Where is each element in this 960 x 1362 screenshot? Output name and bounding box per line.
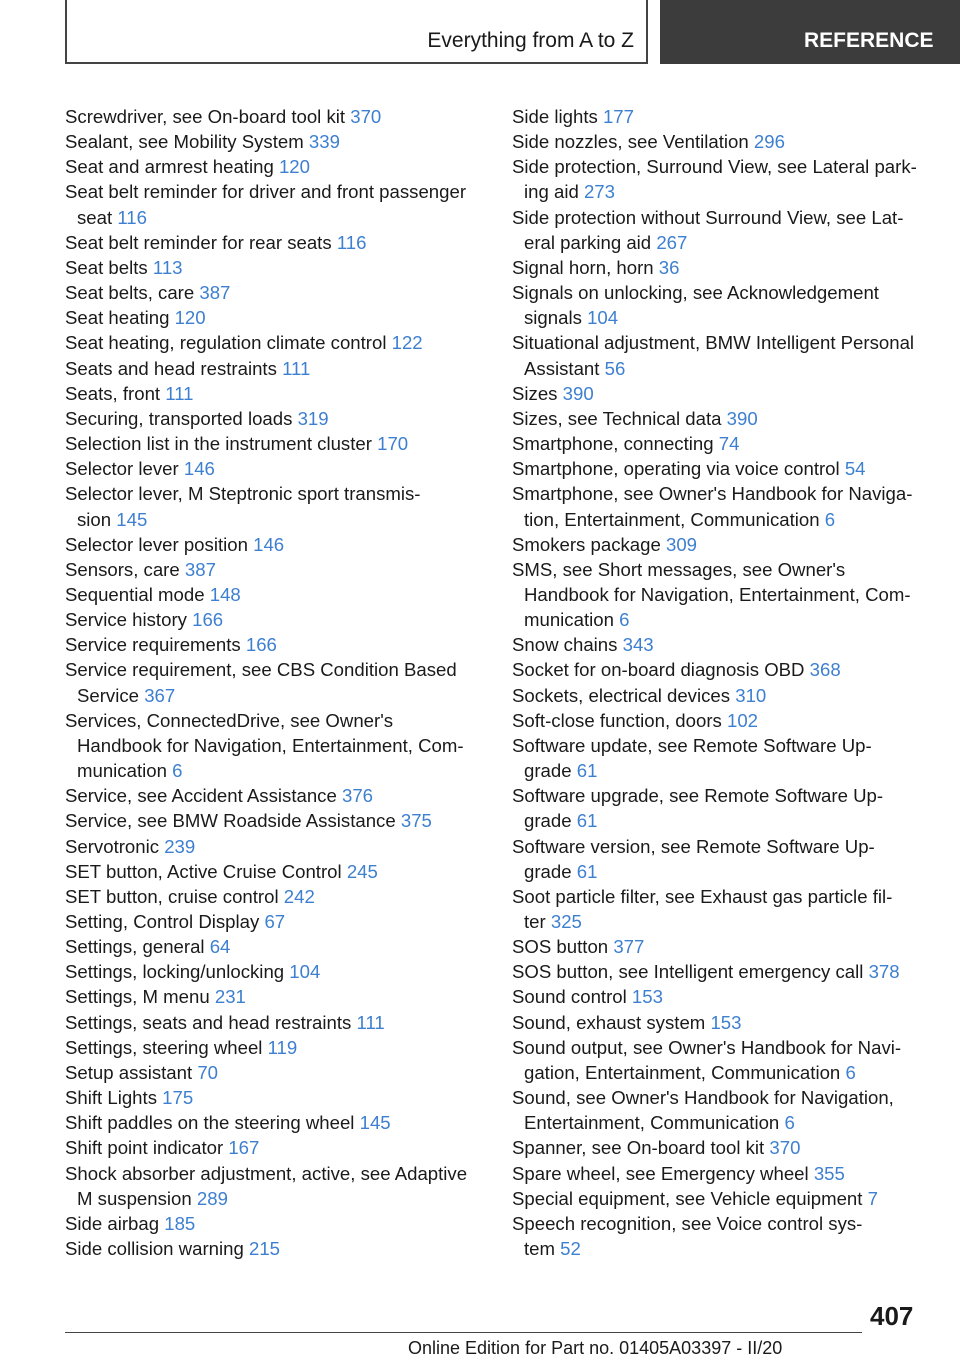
index-term: Settings, steering wheel: [65, 1036, 263, 1058]
index-term: Sound output, see Owner's Handbook for Navi- gation, Entertainment, Communication: [512, 1036, 902, 1083]
page-reference-link[interactable]: 6: [619, 609, 630, 631]
page-reference-link[interactable]: 319: [297, 407, 329, 429]
page-reference-link[interactable]: 339: [308, 131, 340, 153]
index-entry: [512, 1211, 944, 1261]
index-entry: [512, 1135, 944, 1160]
index-entry: [512, 205, 944, 255]
page-reference-link[interactable]: 7: [867, 1187, 878, 1209]
page-reference-link[interactable]: 64: [209, 936, 231, 958]
index-entry: [65, 984, 485, 1009]
page-reference-link[interactable]: 116: [336, 231, 367, 253]
index-entry: [512, 431, 944, 456]
index-term: SET button, Active Cruise Control: [65, 860, 342, 882]
index-entry: [65, 607, 485, 632]
index-entry: [512, 154, 944, 204]
page-reference-link[interactable]: 61: [576, 810, 598, 832]
page-reference-link[interactable]: 6: [172, 760, 183, 782]
index-entry: [65, 909, 485, 934]
page-number: 407: [870, 1301, 914, 1331]
page-reference-link[interactable]: 116: [117, 206, 147, 228]
section-title: Everything from A to Z: [427, 29, 634, 52]
index-entry: [512, 280, 944, 330]
index-entry: [512, 532, 944, 557]
index-term: Side airbag: [65, 1212, 160, 1234]
page-reference-link[interactable]: 74: [718, 433, 740, 455]
page-reference-link[interactable]: 367: [144, 684, 176, 706]
page-reference-link[interactable]: 6: [824, 508, 836, 530]
page-reference-link[interactable]: 343: [622, 634, 654, 656]
page-reference-link[interactable]: 111: [165, 382, 194, 404]
page-reference-link[interactable]: 375: [400, 810, 432, 832]
page-reference-link[interactable]: 370: [350, 106, 382, 127]
index-term: Servotronic: [65, 835, 160, 857]
index-entry: [65, 632, 485, 657]
page-reference-link[interactable]: 170: [377, 433, 409, 455]
index-term: Side nozzles, see Ventilation: [512, 131, 749, 153]
index-term: Sizes, see Technical data: [512, 407, 722, 429]
index-term: Seat heating, regulation climate control: [65, 332, 387, 354]
index-term: Services, ConnectedDrive, see Owner's Handbook for Navigation, Entertainment, Com- munication: [65, 709, 464, 782]
index-term: Seat belt reminder for rear seats: [65, 231, 332, 253]
index-term: Service, see Accident Assistance: [65, 785, 337, 807]
index-entry: [65, 808, 485, 833]
footer-edition: Online Edition for Part no. 01405A03397 - II/20: [408, 1338, 783, 1358]
index-entry: [512, 381, 944, 406]
index-entry: [65, 708, 485, 783]
page-reference-link[interactable]: 146: [253, 533, 285, 555]
page-reference-link[interactable]: 6: [845, 1061, 856, 1083]
index-entry: [65, 305, 485, 330]
index-entry: [65, 330, 485, 355]
index-term: Shift paddles on the steering wheel: [65, 1112, 355, 1134]
page-reference-link[interactable]: 215: [248, 1238, 281, 1260]
page-reference-link[interactable]: 153: [710, 1011, 742, 1033]
index-entry: [65, 255, 485, 280]
index-entry: [65, 280, 485, 305]
index-term: Settings, locking/unlocking: [65, 961, 285, 983]
index-term: Seats, front: [65, 382, 161, 404]
page-reference-link[interactable]: 296: [753, 131, 785, 153]
page-reference-link[interactable]: 177: [602, 106, 634, 127]
index-entry: [512, 683, 944, 708]
index-entry: [512, 632, 944, 657]
page-reference-link[interactable]: 325: [550, 911, 582, 932]
index-entry: [512, 456, 944, 481]
page-reference-link[interactable]: 146: [183, 458, 215, 480]
index-entry: [65, 129, 485, 154]
index-entry: [512, 1085, 944, 1135]
index-entry: [65, 934, 485, 959]
index-entry: [512, 657, 944, 682]
index-entry: [65, 657, 485, 707]
index-term: Seat and armrest heating: [65, 156, 274, 178]
page-reference-link[interactable]: 242: [283, 885, 315, 907]
index-term: Side protection, Surround View, see Lateral park- ing aid: [512, 156, 917, 203]
page-reference-link[interactable]: 104: [289, 961, 321, 983]
index-entry: [65, 884, 485, 909]
page-reference-link[interactable]: 61: [576, 760, 598, 782]
index-term: Spanner, see On-board tool kit: [512, 1137, 765, 1159]
index-term: SOS button: [512, 936, 609, 958]
index-term: Shift point indicator: [65, 1137, 224, 1159]
page-reference-link[interactable]: 120: [174, 307, 206, 329]
index-term: Settings, seats and head restraints: [65, 1011, 352, 1033]
page-reference-link[interactable]: 289: [196, 1187, 228, 1209]
page-reference-link[interactable]: 52: [560, 1238, 581, 1260]
index-term: Smartphone, operating via voice control: [512, 458, 840, 480]
page-reference-link[interactable]: 273: [583, 181, 615, 203]
index-term: Side lights: [512, 106, 598, 127]
page-reference-link[interactable]: 153: [631, 986, 663, 1008]
index-entry: [65, 582, 485, 607]
index-entry: [65, 859, 485, 884]
page-reference-link[interactable]: 310: [735, 684, 767, 706]
index-term: Software upgrade, see Remote Software Up- grade: [512, 785, 884, 832]
page-reference-link[interactable]: 111: [356, 1011, 385, 1033]
page-reference-link[interactable]: 166: [192, 609, 224, 631]
page-reference-link[interactable]: 102: [726, 709, 759, 731]
index-term: Spare wheel, see Emergency wheel: [512, 1162, 809, 1184]
index-term: Sockets, electrical devices: [512, 684, 731, 706]
index-term: Selector lever, M Steptronic sport transmis- sion: [65, 483, 421, 530]
index-term: Seat belts: [65, 256, 148, 278]
index-term: Securing, transported loads: [65, 407, 293, 429]
index-entry: [512, 1186, 944, 1211]
index-entry: [65, 532, 485, 557]
index-term: Smartphone, connecting: [512, 433, 714, 455]
index-term: Software update, see Remote Software Up- grade: [512, 734, 872, 782]
page-reference-link[interactable]: 56: [604, 357, 626, 379]
index-term: Side protection without Surround View, see Lat- eral parking aid: [512, 206, 904, 253]
index-term: Sound, see Owner's Handbook for Navigation, Entertainment, Communication: [512, 1087, 894, 1134]
page-reference-link[interactable]: 231: [214, 986, 246, 1008]
index-term: Seat belts, care: [65, 282, 195, 304]
index-term: Selection list in the instrument cluster: [65, 433, 372, 455]
index-term: Sizes: [512, 382, 558, 404]
index-entry: [512, 255, 944, 280]
index-entry: [65, 557, 485, 582]
index-term: SOS button, see Intelligent emergency call: [512, 961, 864, 983]
index-term: Sensors, care: [65, 558, 180, 580]
index-term: Settings, general: [65, 936, 205, 958]
index-term: Shock absorber adjustment, active, see Adaptive M suspension: [65, 1162, 468, 1209]
page-reference-link[interactable]: 370: [769, 1137, 801, 1159]
index-entry: [65, 1060, 485, 1085]
index-term: Soot particle filter, see Exhaust gas particle fil- ter: [512, 885, 893, 932]
index-term: Smartphone, see Owner's Handbook for Naviga- tion, Entertainment, Communication: [512, 483, 913, 530]
index-term: Service requirements: [65, 634, 241, 656]
page-reference-link[interactable]: 378: [868, 961, 900, 983]
index-term: Selector lever position: [65, 533, 248, 555]
index-entry: [65, 179, 485, 229]
index-entry: [512, 1010, 944, 1035]
page-reference-link[interactable]: 245: [346, 860, 378, 882]
page-reference-link[interactable]: 67: [264, 911, 286, 932]
page-reference-link[interactable]: 122: [391, 332, 423, 354]
index-term: Signal horn, horn: [512, 256, 654, 278]
page-reference-link[interactable]: 185: [164, 1212, 196, 1234]
index-column-left: [65, 104, 485, 1261]
page-reference-link[interactable]: 376: [342, 785, 374, 807]
index-entry: [512, 406, 944, 431]
index-entry: [512, 984, 944, 1009]
page-reference-link[interactable]: 309: [666, 533, 698, 555]
index-term: SET button, cruise control: [65, 885, 279, 907]
index-term: Service history: [65, 609, 187, 631]
page-reference-link[interactable]: 111: [282, 357, 311, 379]
index-entry: [65, 356, 485, 381]
page-reference-link[interactable]: 267: [656, 231, 688, 253]
index-entry: [512, 934, 944, 959]
index-term: Signals on unlocking, see Acknowledgement signals: [512, 282, 879, 329]
index-entry: [65, 1110, 485, 1135]
index-term: Sound control: [512, 986, 627, 1008]
index-term: SMS, see Short messages, see Owner's Handbook for Navigation, Entertainment, Com- munication: [512, 558, 911, 631]
reference-tab: REFERENCE: [660, 0, 960, 64]
index-term: Sealant, see Mobility System: [65, 131, 304, 153]
index-term: Speech recognition, see Voice control sys- tem: [512, 1212, 863, 1260]
index-term: Software version, see Remote Software Up- grade: [512, 835, 875, 882]
index-term: Service, see BMW Roadside Assistance: [65, 810, 396, 832]
index-term: Shift Lights: [65, 1087, 157, 1109]
index-entry: [65, 959, 485, 984]
page-reference-link[interactable]: 377: [613, 936, 645, 958]
index-entry: [512, 733, 944, 783]
index-entry: [65, 230, 485, 255]
page-reference-link[interactable]: 104: [587, 307, 619, 329]
index-term: Setup assistant: [65, 1061, 193, 1083]
index-term: Special equipment, see Vehicle equipment: [512, 1187, 863, 1209]
page-reference-link[interactable]: 113: [152, 256, 183, 278]
index-entry: [65, 1035, 485, 1060]
index-entry: [65, 1085, 485, 1110]
page-reference-link[interactable]: 355: [813, 1162, 845, 1184]
index-term: Smokers package: [512, 533, 661, 555]
index-entry: [512, 1161, 944, 1186]
page-reference-link[interactable]: 368: [809, 659, 841, 681]
page-reference-link[interactable]: 166: [245, 634, 277, 656]
index-entry: [65, 381, 485, 406]
index-entry: [65, 834, 485, 859]
index-entry: [512, 708, 944, 733]
page-reference-link[interactable]: 390: [726, 407, 758, 429]
index-entry: [512, 1035, 944, 1085]
index-term: Sequential mode: [65, 583, 205, 605]
index-entry: [65, 1135, 485, 1160]
index-term: Sound, exhaust system: [512, 1011, 706, 1033]
index-term: Socket for on-board diagnosis OBD: [512, 659, 805, 681]
page-reference-link[interactable]: 61: [576, 860, 598, 882]
index-column-right: [512, 104, 944, 1261]
index-entry: [65, 1236, 485, 1261]
index-term: Situational adjustment, BMW Intelligent Personal Assistant: [512, 332, 915, 379]
index-term: Seat heating: [65, 307, 170, 329]
page-reference-link[interactable]: 390: [562, 382, 594, 404]
page-reference-link[interactable]: 120: [278, 156, 310, 178]
index-entry: [65, 1010, 485, 1035]
footer-divider: [65, 1332, 862, 1333]
index-entry: [65, 1161, 485, 1211]
page-reference-link[interactable]: 387: [184, 558, 216, 580]
index-entry: [512, 129, 944, 154]
index-entry: [65, 104, 485, 129]
page-reference-link[interactable]: 70: [197, 1061, 218, 1083]
index-entry: [512, 557, 944, 632]
page-reference-link[interactable]: 54: [844, 458, 866, 480]
index-entry: [512, 783, 944, 833]
index-term: Screwdriver, see On-board tool kit: [65, 106, 346, 127]
page-reference-link[interactable]: 148: [209, 583, 241, 605]
index-term: Side collision warning: [65, 1238, 244, 1260]
page-reference-link[interactable]: 6: [784, 1112, 795, 1134]
index-entry: [65, 406, 485, 431]
index-term: Setting, Control Display: [65, 911, 260, 932]
index-entry: [512, 834, 944, 884]
page-reference-link[interactable]: 387: [199, 282, 231, 304]
index-entry: [65, 456, 485, 481]
index-term: Soft-close function, doors: [512, 709, 722, 731]
index-term: Seat belt reminder for driver and front passenger seat: [65, 181, 467, 228]
index-entry: [512, 330, 944, 380]
index-entry: [65, 431, 485, 456]
index-entry: [512, 104, 944, 129]
index-entry: [512, 481, 944, 531]
index-entry: [512, 884, 944, 934]
header-section-box: [65, 0, 648, 64]
index-entry: [65, 154, 485, 179]
page-reference-link[interactable]: 167: [228, 1137, 260, 1159]
page-reference-link[interactable]: 119: [267, 1036, 298, 1058]
page-reference-link[interactable]: 239: [164, 835, 196, 857]
index-entry: [65, 783, 485, 808]
page-reference-link[interactable]: 175: [162, 1087, 194, 1109]
page-reference-link[interactable]: 145: [359, 1112, 391, 1134]
index-entry: [65, 481, 485, 531]
index-entry: [512, 959, 944, 984]
index-term: Service requirement, see CBS Condition Based Service: [65, 659, 457, 706]
index-term: Settings, M menu: [65, 986, 210, 1008]
page-reference-link[interactable]: 145: [116, 508, 148, 530]
index-term: Snow chains: [512, 634, 618, 656]
index-term: Seats and head restraints: [65, 357, 277, 379]
index-term: Selector lever: [65, 458, 179, 480]
page-reference-link[interactable]: 36: [658, 256, 680, 278]
index-entry: [65, 1211, 485, 1236]
